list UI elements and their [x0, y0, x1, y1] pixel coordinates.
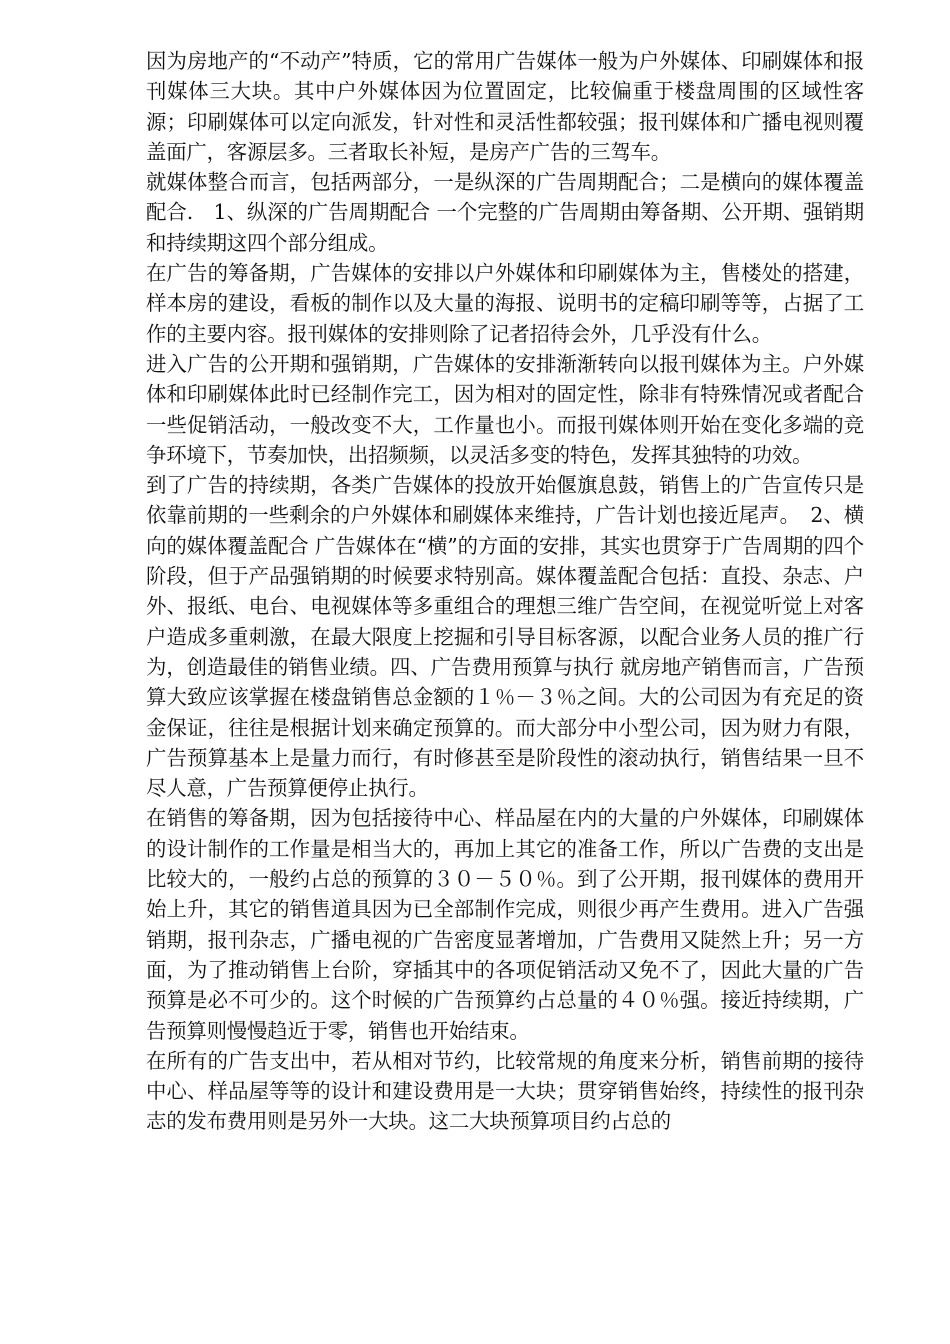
paragraph-6: 在销售的筹备期，因为包括接待中心、样品屋在内的大量的户外媒体，印刷媒体的设计制作的工作量是相当大的，再加上其它的准备工作，所以广告费的支出是比较大的，一般约占总的预算的３０－５０％。到了公开期，报刊媒体的费用开始上升，其它的销售道具因为已全部制作完成，则很少再产生费用。进入广告强销期，报刊杂志，广播电视的广告密度显著增加，广告费用又陡然上升；另一方面，为了推动销售上台阶，穿插其中的各项促销活动又免不了，因此大量的广告预算是必不可少的。这个时候的广告预算约占总量的４０％强。接近持续期，广告预算则慢慢趋近于零，销售也开始结束。 — [146, 806, 864, 1043]
document-page — [146, 46, 864, 1137]
paragraph-3: 在广告的筹备期，广告媒体的安排以户外媒体和印刷媒体为主，售楼处的搭建，样本房的建设，看板的制作以及大量的海报、说明书的定稿印刷等等，占据了工作的主要内容。报刊媒体的安排则除了记者招待会外，几乎没有什么。 — [146, 261, 864, 346]
paragraph-4: 进入广告的公开期和强销期，广告媒体的安排渐渐转向以报刊媒体为主。户外媒体和印刷媒体此时已经制作完工，因为相对的固定性，除非有特殊情况或者配合一些促销活动，一般改变不大，工作量也小。而报刊媒体则开始在变化多端的竞争环境下，节奏加快，出招频频，以灵活多变的特色，发挥其独特的功效。 — [146, 351, 864, 467]
paragraph-7: 在所有的广告支出中，若从相对节约，比较常规的角度来分析，销售前期的接待中心、样品屋等等的设计和建设费用是一大块；贯穿销售始终，持续性的报刊杂志的发布费用则是另外一大块。这二大块预算项目约占总的 — [146, 1048, 864, 1134]
paragraph-1: 因为房地产的“不动产”特质，它的常用广告媒体一般为户外媒体、印刷媒体和报刊媒体三大块。其中户外媒体因为位置固定，比较偏重于楼盘周围的区域性客源；印刷媒体可以定向派发，针对性和灵活性都较强；报刊媒体和广播电视则覆盖面广，客源层多。三者取长补短，是房产广告的三驾车。 — [146, 49, 864, 164]
paragraph-2: 就媒体整合而言，包括两部分，一是纵深的广告周期配合；二是横向的媒体覆盖配合. 1、纵深的广告周期配合 一个完整的广告周期由筹备期、公开期、强销期和持续期这四个部分组成。 — [146, 170, 864, 255]
paragraph-5: 到了广告的持续期，各类广告媒体的投放开始偃旗息鼓，销售上的广告宣传只是依靠前期的一些剩余的户外媒体和刷媒体来维持，广告计划也接近尾声。 2、横向的媒体覆盖配合 广告媒体在“横”的方面的安排，其实也贯穿于广告周期的四个阶段，但于产品强销期的时候要求特别高。媒体覆盖配合包括：直投、杂志、户外、报纸、电台、电视媒体等多重组合的理想三维广告空间，在视觉听觉上对客户造成多重刺激，在最大限度上挖掘和引导目标客源，以配合业务人员的推广行为，创造最佳的销售业绩。四、广告费用预算与执行 就房地产销售而言，广告预算大致应该掌握在楼盘销售总金额的１％－３％之间。大的公司因为有充足的资金保证，往往是根据计划来确定预算的。而大部分中小型公司，因为财力有限，广告预算基本上是量力而行，有时修甚至是阶段性的滚动执行，销售结果一旦不尽人意，广告预算便停止执行。 — [146, 473, 864, 801]
